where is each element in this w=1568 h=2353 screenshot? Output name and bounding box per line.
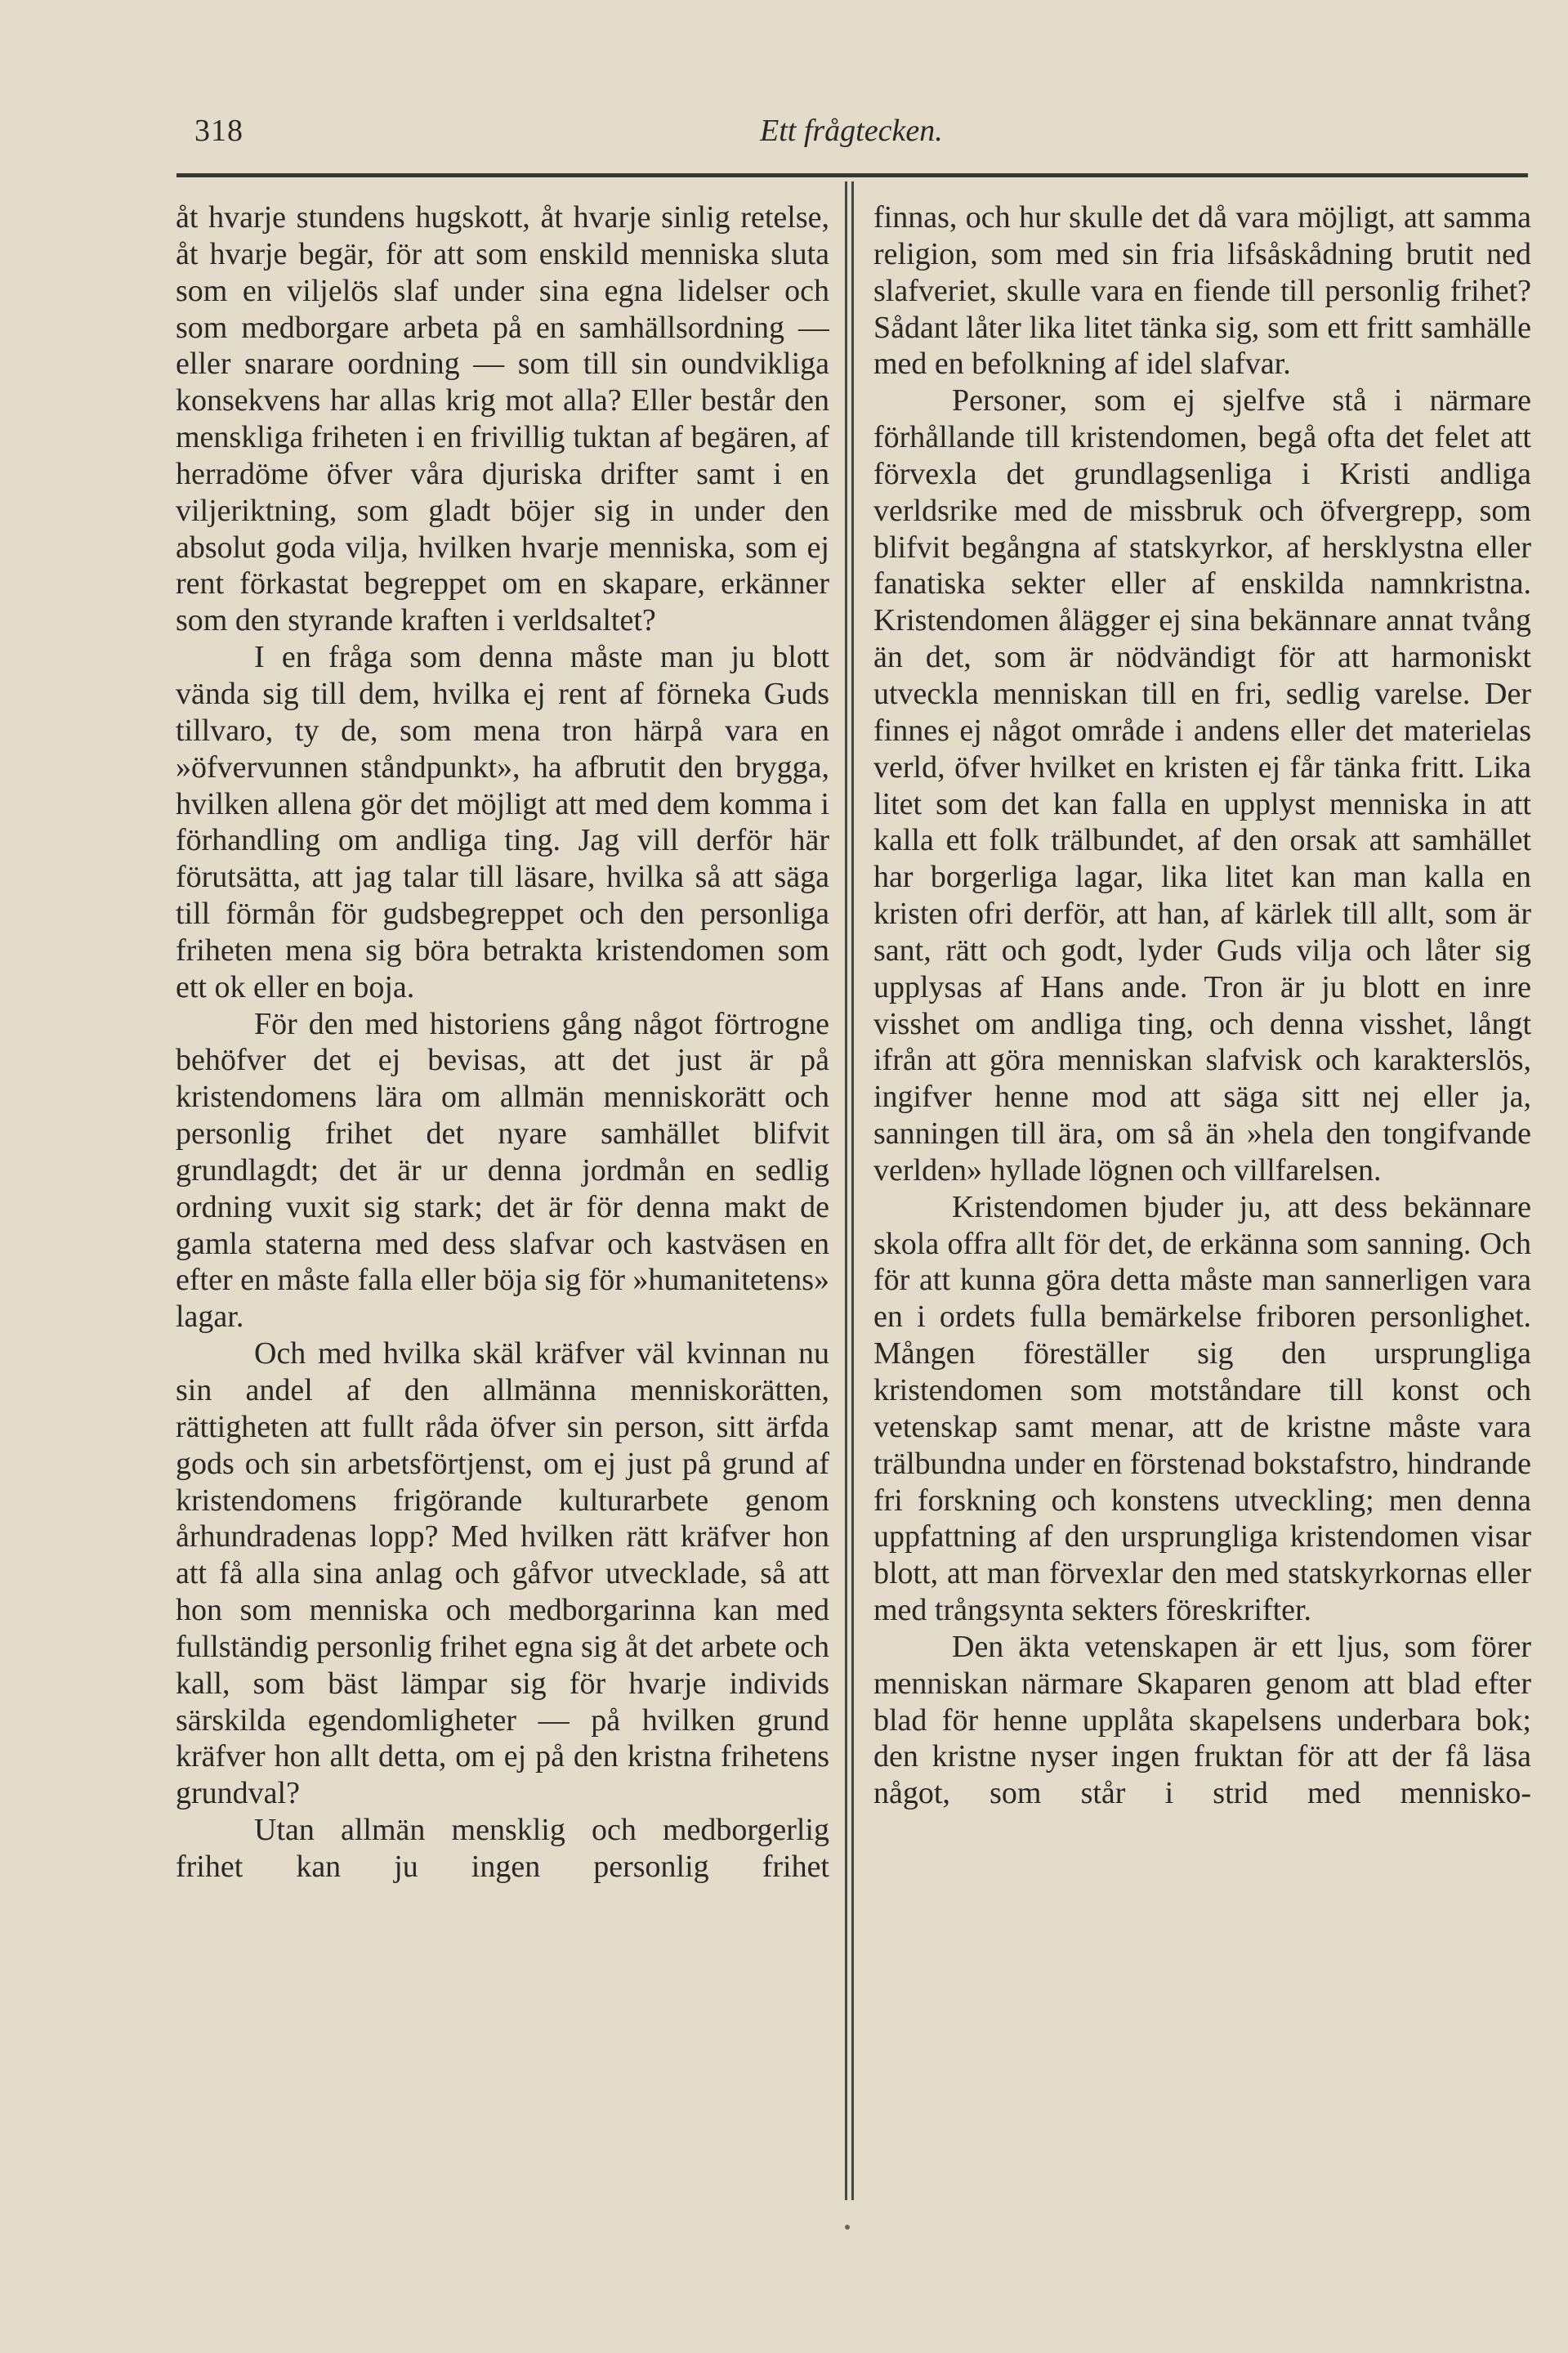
paragraph: Personer, som ej sjelfve stå i närmare förhållande till kristendomen, begå ofta det felet att förvexla det grundlagsenliga i Kristi andliga verldsrike med de missbruk och öfvergrepp, som blifvit begångna af statskyrkor, af hersklystna eller fanatiska sekter eller af enskilda namnkristna. Kristendomen ålägger ej sina bekännare annat tvång än det, som är nödvändigt för att harmoniskt utveckla menniskan till en fri, sedlig varelse. Der finnes ej något område i andens eller det materielas verld, öfver hvilket en kristen ej får tänka fritt. Lika litet som det kan falla en upplyst menniska in att kalla ett folk trälbundet, af den orsak att samhället har borgerliga lagar, lika litet kan man kalla en kristen ofri derför, att han, af kärlek till allt, som är sant, rätt och godt, lyder Guds vilja och låter sig upplysas af Hans ande. Tron är ju blott en inre visshet om andliga ting, och denna visshet, långt ifrån att göra menniskan slafvisk och karakterslös, ingifver henne mod att säga sitt nej eller ja, sanningen till ära, om så än »hela den tongifvande verlden» hyllade lögnen och villfarelsen.: [873, 383, 1531, 1188]
column-divider-rule: [851, 181, 854, 2200]
print-mark: [845, 2225, 850, 2230]
paragraph: Utan allmän mensklig och medborgerlig frihet kan ju ingen personlig frihet: [176, 1813, 829, 1884]
paragraph: Den äkta vetenskapen är ett ljus, som förer menniskan närmare Skaparen genom att blad efter blad för henne upplåta skapelsens underbara bok; den kristne nyser ingen fruktan för att der få läsa något, som står i strid med mennisko-: [873, 1629, 1531, 1811]
column-divider-rule: [845, 181, 847, 2200]
left-column: [176, 199, 829, 2210]
paragraph: Kristendomen bjuder ju, att dess bekännare skola offra allt för det, de erkänna som sanning. Och för att kunna göra detta måste man sannerligen vara en i ordets fulla bemärkelse friboren personlighet. Mången föreställer sig den ursprungliga kristendomen som motståndare till konst och vetenskap samt menar, att de kristne måste vara trälbundna under en förstenad bokstafstro, hindrande fri forskning och konstens utveckling; men denna uppfattning af den ursprungliga kristendomen visar blott, att man förvexlar den med statskyrkornas eller med trångsynta sekters föreskrifter.: [873, 1189, 1531, 1628]
paragraph: I en fråga som denna måste man ju blott vända sig till dem, hvilka ej rent af förneka Guds tillvaro, ty de, som mena tron härpå vara en »öfvervunnen ståndpunkt», ha afbrutit den brygga, hvilken allena gör det möjligt att med dem komma i förhandling om andliga ting. Jag vill derför här förutsätta, att jag talar till läsare, hvilka så att säga till förmån för gudsbegreppet och den personliga friheten mena sig böra betrakta kristendomen som ett ok eller en boja.: [176, 640, 829, 1004]
paragraph: finnas, och hur skulle det då vara möjligt, att samma religion, som med sin fria lifsåskådning brutit ned slafveriet, skulle vara en fiende till personlig frihet? Sådant låter lika litet tänka sig, som ett fritt samhälle med en befolkning af idel slafvar.: [873, 200, 1531, 382]
right-column: [873, 199, 1531, 2210]
paragraph: Och med hvilka skäl kräfver väl kvinnan nu sin andel af den allmänna menniskorätten, rättigheten att fullt råda öfver sin person, sitt ärfda gods och sin arbetsförtjenst, om ej just på grund af kristendomens frigörande kulturarbete genom århundradenas lopp? Med hvilken rätt kräfver hon att få alla sina anlag och gåfvor utvecklade, så att hon som menniska och medborgarinna kan med fullständig personlig frihet egna sig åt det arbete och kall, som bäst lämpar sig för hvarje individs särskilda egendomligheter — på hvilken grund kräfver hon allt detta, om ej på den kristna frihetens grundval?: [176, 1336, 829, 1811]
header-rule: [176, 173, 1528, 177]
paragraph: För den med historiens gång något förtrogne behöfver det ej bevisas, att det just är på kristendomens lära om allmän menniskorätt och personlig frihet det nyare samhället blifvit grundlagdt; det är ur denna jordmån en sedlig ordning vuxit sig stark; det är för denna makt de gamla staterna med dess slafvar och kastväsen en efter en måste falla eller böja sig för »humanitetens» lagar.: [176, 1006, 829, 1335]
page-number: 318: [194, 114, 243, 148]
running-title: Ett frågtecken.: [760, 114, 943, 148]
page-header: [0, 0, 1568, 180]
paragraph: åt hvarje stundens hugskott, åt hvarje sinlig retelse, åt hvarje begär, för att som enskild menniska sluta som en viljelös slaf under sina egna lidelser och som medborgare arbeta på en samhällsordning — eller snarare oordning — som till sin oundvikliga konsekvens har allas krig mot alla? Eller består den menskliga friheten i en frivillig tuktan af begären, af herradöme öfver våra djuriska drifter samt i en viljeriktning, som gladt böjer sig in under den absolut goda vilja, hvilken hvarje menniska, som ej rent förkastat begreppet om en skapare, erkänner som den styrande kraften i verldsaltet?: [176, 200, 829, 638]
